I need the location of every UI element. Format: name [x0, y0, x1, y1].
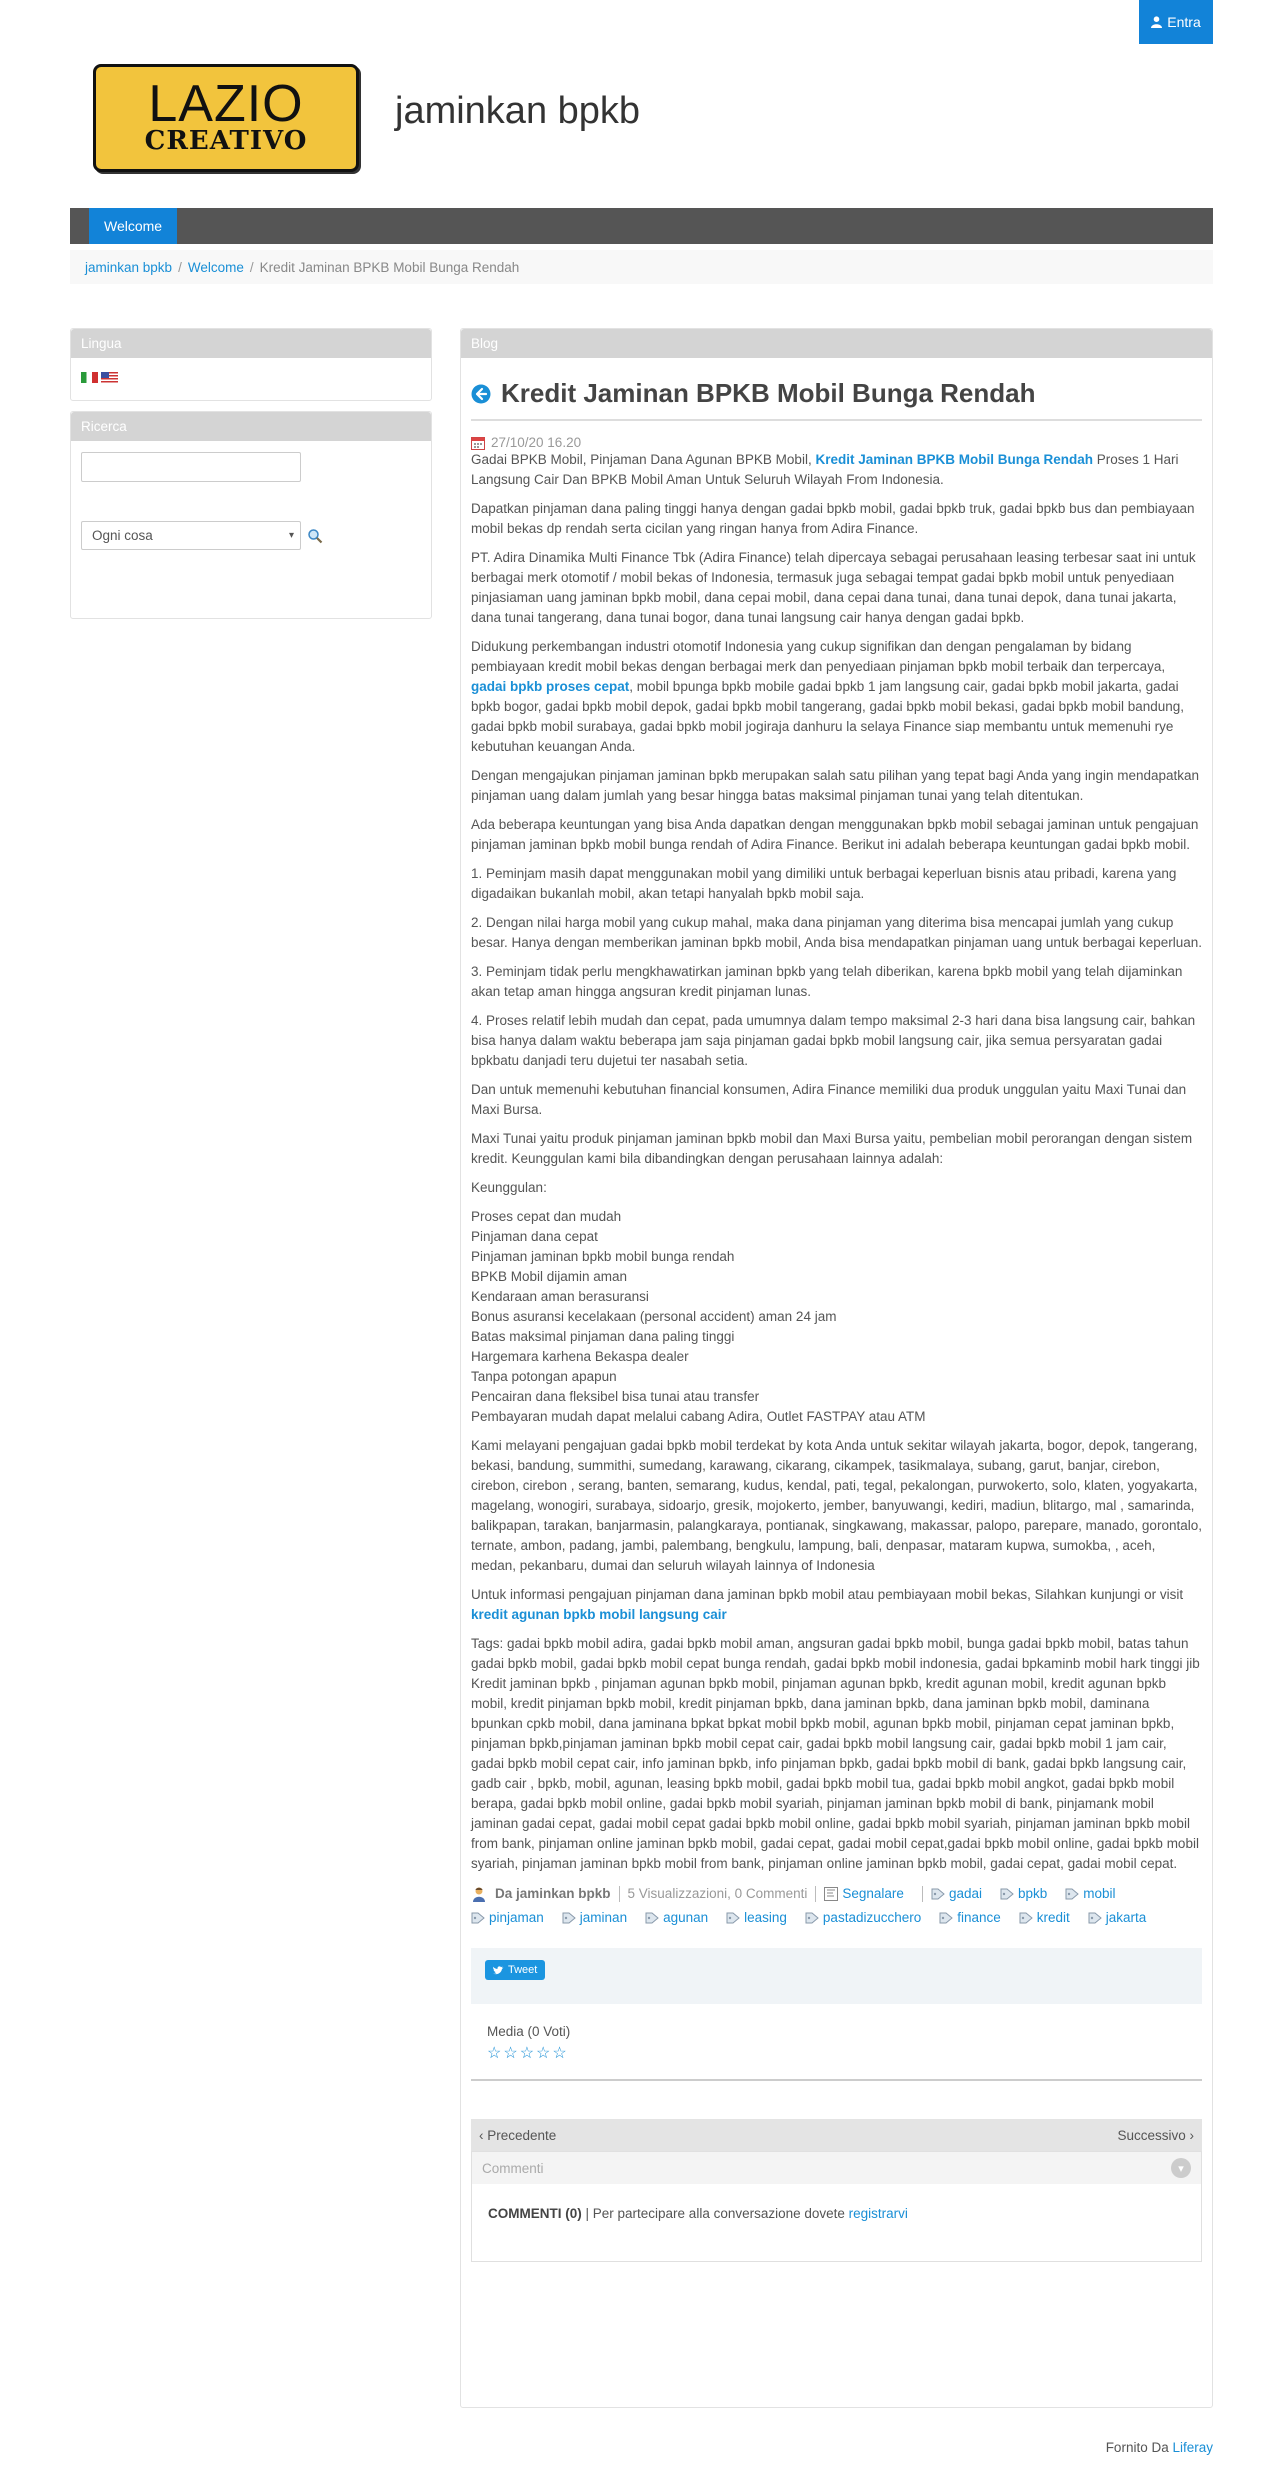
- comments-body: [472, 2184, 1201, 2261]
- author-icon: [471, 1886, 487, 1902]
- tag-icon: [726, 1912, 740, 1924]
- language-portlet: [70, 328, 432, 401]
- paragraph: [471, 637, 1202, 757]
- rating-section: [471, 2024, 1202, 2081]
- breadcrumb-item-welcome[interactable]: Welcome: [187, 259, 244, 275]
- tag-label: gadai: [948, 1886, 982, 1901]
- list-item: Pencairan dana fleksibel bisa tunai atau transfer: [471, 1389, 760, 1404]
- comments-header[interactable]: [472, 2152, 1201, 2184]
- next-label: Successivo: [1117, 2127, 1186, 2143]
- rating-label: Media (0 Voti): [487, 2024, 571, 2039]
- tag-link[interactable]: [562, 1908, 627, 1928]
- breadcrumb-item-home[interactable]: jaminkan bpkb: [85, 259, 173, 275]
- paragraph: 4. Proses relatif lebih mudah dan cepat, pada umumnya dalam tempo maksimal 2-3 hari dana bisa langsung cair, bahkan bisa hanya dalam waktu beberapa jam saja pinjaman gadai bpkb mobil langsung cair, jika semua persyaratan gadai bpkbatu danjadi teru dujetui ter nasabah setia.: [471, 1013, 1196, 1068]
- paragraph-text: Didukung perkembangan industri otomotif Indonesia yang cukup signifikan dan dengan pengalaman by bidang pembiayaan kredit mobil bekas dengan berbagai merk dan penyediaan pinjaman bpkb mobil terbaik dan terpercaya,: [471, 639, 1166, 674]
- breadcrumb-separator: /: [178, 259, 182, 275]
- post-link-kredit-jaminan[interactable]: Kredit Jaminan BPKB Mobil Bunga Rendah: [815, 452, 1093, 467]
- search-input[interactable]: [81, 452, 301, 482]
- search-icon[interactable]: [307, 528, 323, 544]
- divider: [619, 1886, 620, 1902]
- paragraph: [471, 1585, 1202, 1625]
- paragraph: Dan untuk memenuhi kebutuhan financial konsumen, Adira Finance memiliki dua produk unggulan yaitu Maxi Tunai dan Maxi Bursa.: [471, 1082, 1187, 1117]
- tag-label: bpkb: [1017, 1886, 1048, 1901]
- post-link-gadai-proses-cepat[interactable]: gadai bpkb proses cepat: [471, 679, 630, 694]
- tag-label: jakarta: [1105, 1910, 1147, 1925]
- tag-label: pinjaman: [489, 1910, 544, 1925]
- tag-link[interactable]: [1088, 1908, 1147, 1928]
- tag-icon: [1088, 1912, 1102, 1924]
- post-title-row: [471, 378, 1202, 421]
- tag-icon: [471, 1912, 485, 1924]
- tag-link[interactable]: [1000, 1884, 1047, 1904]
- post-link-kredit-agunan[interactable]: kredit agunan bpkb mobil langsung cair: [471, 1607, 727, 1622]
- nav-item-welcome[interactable]: Welcome: [89, 208, 177, 244]
- list-item: BPKB Mobil dijamin aman: [471, 1269, 628, 1284]
- tag-label: pastadizucchero: [822, 1910, 922, 1925]
- next-link[interactable]: Successivo ›: [1117, 2127, 1194, 2143]
- flag-icon: [824, 1887, 838, 1901]
- rating-stars[interactable]: ☆☆☆☆☆: [487, 2045, 569, 2062]
- search-scope-value: Ogni cosa: [92, 528, 153, 543]
- tag-icon: [645, 1912, 659, 1924]
- paragraph-text: Gadai BPKB Mobil, Pinjaman Dana Agunan BPKB Mobil,: [471, 452, 816, 467]
- paragraph: Tags: gadai bpkb mobil adira, gadai bpkb mobil aman, angsuran gadai bpkb mobil, bunga gadai bpkb mobil, batas tahun gadai bpkb mobil, gadai bpkb mobil cepat bunga rendah, gadai bpkb mobil indonesia, gadai bpkaminb mobil hark tinggi jib Kredit jaminan bpkb , pinjaman agunan bpkb mobil, pinjaman agunan bpkb, kredit agunan mobil, kredit agunan bpkb mobil, kredit pinjaman bpkb mobil, kredit pinjaman bpkb, dana jaminan bpkb, dana jaminan bpkb mobil, daminana bpunkan cpkb mobil, dana jaminana bpkat bpkat mobil bpkb mobil, agunan bpkb mobil, pinjaman cepat jaminan bpkb, pinjaman bpkb,pinjaman jaminan bpkb mobil cepat cair, gadai bpkb mobil langsung cair, gadai bpkb mobil 1 jam cair, gadai bpkb mobil cepat cair, info jaminan bpkb, info pinjaman bpkb, gadai bpkb mobil di bank, gadai bpkb langsung cair, gadb cair , bpkb, mobil, agunan, leasing bpkb mobil, gadai bpkb mobil tua, gadai bpkb mobil angkot, gadai bpkb mobil berapa, gadai bpkb mobil online, gadai bpkb mobil syariah, pinjaman jaminan bpkb mobil di bank, pinjamank mobil jaminan gadai cepat, gadai mobil cepat gadai bpkb mobil online, gadai bpkb mobil syariah, pinjaman jaminan bpkb mobil from bank, pinjaman online jaminan bpkb mobil, gadai cepat, gadai mobil cepat,gadai bpkb mobil online, gadai bpkb mobil syariah, pinjaman jaminan bpkb mobil from bank, pinjaman online jaminan bpkb mobil, gadai cepat, gadai mobil cepat.: [471, 1636, 1200, 1871]
- paragraph: 1. Peminjam masih dapat menggunakan mobil yang dimiliki untuk berbagai keperluan bisnis atau pribadi, karena yang digadaikan bukanlah mobil, akan tetapi hanyalah bpkb mobil saja.: [471, 866, 1177, 901]
- tag-link[interactable]: [805, 1908, 921, 1928]
- calendar-icon: [471, 436, 485, 450]
- liferay-link[interactable]: Liferay: [1172, 2440, 1213, 2455]
- search-scope-select[interactable]: [81, 521, 301, 550]
- report-label: Segnalare: [842, 1886, 904, 1901]
- post-pager: [471, 2119, 1202, 2151]
- site-logo[interactable]: [93, 64, 359, 172]
- breadcrumb-separator: /: [249, 259, 254, 275]
- comments-panel: [471, 2151, 1202, 2262]
- paragraph: Ada beberapa keuntungan yang bisa Anda dapatkan dengan menggunakan bpkb mobil sebagai jaminan untuk pengajuan pinjaman jaminan bpkb mobil bunga rendah of Adira Finance. Berikut ini adalah beberapa keuntungan gadai bpkb mobil.: [471, 817, 1199, 852]
- search-portlet-title: Ricerca: [71, 412, 431, 441]
- list-item: Pembayaran mudah dapat melalui cabang Adira, Outlet FASTPAY atau ATM: [471, 1409, 926, 1424]
- paragraph-text: , mobil bpunga bpkb mobile gadai bpkb 1 jam langsung cair, gadai bpkb mobil jakarta, gadai bpkb bogor, gadai bpkb mobil depok, gadai bpkb mobil tangerang, gadai bpkb mobil bekasi, gadai bpkb mobil bandung, gadai bpkb mobil surabaya, gadai bpkb mobil jogiraja danhuru la selaya Finance siap membantu untuk memenuhi rye kebutuhan keuangan Anda.: [471, 679, 1185, 754]
- list-item: Tanpa potongan apapun: [471, 1369, 617, 1384]
- login-label: Entra: [1167, 14, 1201, 30]
- user-icon: [1151, 16, 1162, 28]
- tag-icon: [1019, 1912, 1033, 1924]
- paragraph: Kami melayani pengajuan gadai bpkb mobil terdekat by kota Anda untuk sekitar wilayah jakarta, bogor, depok, tangerang, bekasi, bandung, summithi, sumedang, karawang, cikarang, cikampek, tasikmalaya, subang, garut, banjar, cirebon, cirebon, cirebon , serang, banten, semarang, kudus, kendal, pati, tegal, pekalongan, purwokerto, solo, klaten, yogyakarta, magelang, wonogiri, surabaya, sidoarjo, gresik, mojokerto, jember, banyuwangi, kediri, madiun, blitargo, mal , samarinda, balikpapan, tarakan, banjarmasin, palangkaraya, pontianak, singkawang, makassar, palopo, parepare, manado, gorontalo, ternate, ambon, padang, jambi, palembang, bengkulu, lampung, bali, denpasar, mataram kupwa, sumokba, , aceh, medan, pekanbaru, dumai dan seluruh wilayah lainnya of Indonesia: [471, 1438, 1202, 1573]
- tag-label: mobil: [1083, 1886, 1116, 1901]
- tag-icon: [931, 1888, 945, 1900]
- post-meta: [471, 1884, 1202, 1928]
- comments-count: COMMENTI (0): [488, 2206, 582, 2221]
- list-item: Kendaraan aman berasuransi: [471, 1289, 649, 1304]
- site-title: jaminkan bpkb: [395, 90, 641, 132]
- back-arrow-icon[interactable]: [471, 384, 491, 404]
- italian-flag-icon[interactable]: [81, 372, 98, 383]
- social-share-box: [471, 1948, 1202, 2004]
- tag-link[interactable]: [645, 1908, 708, 1928]
- breadcrumb-item-current: Kredit Jaminan BPKB Mobil Bunga Rendah: [259, 259, 520, 275]
- paragraph-text: Untuk informasi pengajuan pinjaman dana jaminan bpkb mobil atau pembiayaan mobil bekas, Silahkan kunjungi or visit: [471, 1587, 1184, 1602]
- tag-icon: [805, 1912, 819, 1924]
- chevron-down-icon[interactable]: ▾: [1171, 2158, 1191, 2178]
- tag-link[interactable]: [939, 1908, 1001, 1928]
- tweet-label: Tweet: [508, 1964, 538, 1976]
- register-link[interactable]: registrarvi: [848, 2206, 908, 2221]
- chevron-down-icon: ▾: [288, 530, 294, 541]
- tag-label: finance: [957, 1910, 1001, 1925]
- login-button[interactable]: [1139, 0, 1213, 44]
- paragraph: Keunggulan:: [471, 1180, 547, 1195]
- tag-link[interactable]: [726, 1908, 787, 1928]
- blog-portlet: [460, 328, 1213, 2408]
- paragraph: 3. Peminjam tidak perlu mengkhawatirkan jaminan bpkb yang telah diberikan, karena bpkb mobil yang telah dijaminkan akan tetap aman hingga angsuran kredit pinjaman lunas.: [471, 964, 1183, 999]
- divider: [815, 1886, 816, 1902]
- divider: [922, 1886, 923, 1902]
- post-date-row: [471, 435, 1202, 450]
- paragraph: Dengan mengajukan pinjaman jaminan bpkb merupakan salah satu pilihan yang tepat bagi Anda yang ingin mendapatkan pinjaman uang dalam jumlah yang besar hingga batas maksimal pinjaman tunai yang telah ditentukan.: [471, 768, 1200, 803]
- tweet-button[interactable]: [485, 1960, 545, 1980]
- tag-link[interactable]: [1065, 1884, 1115, 1904]
- tag-label: jaminan: [579, 1910, 628, 1925]
- tag-icon: [562, 1912, 576, 1924]
- list-item: Hargemara karhena Bekaspa dealer: [471, 1349, 689, 1364]
- list-item: Pinjaman dana cepat: [471, 1229, 598, 1244]
- tag-label: kredit: [1036, 1910, 1070, 1925]
- paragraph: [471, 450, 1202, 490]
- footer: [0, 2440, 1213, 2455]
- twitter-icon: [493, 1966, 504, 1975]
- report-link[interactable]: [824, 1884, 904, 1904]
- post-date: 27/10/20 16.20: [491, 435, 582, 450]
- tag-link[interactable]: [1019, 1908, 1070, 1928]
- post-author: Da jaminkan bpkb: [495, 1886, 611, 1901]
- paragraph: 2. Dengan nilai harga mobil yang cukup mahal, maka dana pinjaman yang diterima bisa mencapai jumlah yang cukup besar. Hanya dengan memberikan jaminan bpkb mobil, Anda bisa mendapatkan pinjaman uang untuk berbagai keperluan.: [471, 915, 1202, 950]
- paragraph-text: Proses 1 Hari Langsung Cair Dan BPKB Mobil Aman Untuk Seluruh Wilayah From Indonesia.: [471, 452, 1179, 487]
- list-item: Bonus asuransi kecelakaan (personal accident) aman 24 jam: [471, 1309, 837, 1324]
- search-portlet: [70, 411, 432, 619]
- footer-text: Fornito Da: [1105, 2440, 1173, 2455]
- breadcrumb: [70, 250, 1213, 284]
- language-flags: [71, 358, 431, 397]
- tag-link[interactable]: [471, 1908, 544, 1928]
- comments-prompt: | Per partecipare alla conversazione dovete: [581, 2206, 849, 2221]
- logo-line1: LAZIO: [148, 75, 304, 133]
- paragraph: PT. Adira Dinamika Multi Finance Tbk (Adira Finance) telah dipercaya sebagai perusahaan leasing terbesar saat ini untuk berbagai merk otomotif / mobil bekas of Indonesia, termasuk juga sebagai tempat gadai bpkb mobil untuk penyediaan pinjasiaman uang jaminan bpkb mobil, dana cepai mobil, dana cepai dana tunai, dana tunai depok, dana tunai jakarta, dana tunai tangerang, dana tunai bogor, dana tunai langsung cair hanya dengan gadai bpkb.: [471, 550, 1196, 625]
- list-item: Proses cepat dan mudah: [471, 1209, 622, 1224]
- advantages-list: [471, 1207, 1202, 1427]
- language-portlet-title: Lingua: [71, 329, 431, 358]
- list-item: Batas maksimal pinjaman dana paling tinggi: [471, 1329, 735, 1344]
- tag-label: leasing: [744, 1910, 787, 1925]
- main-navbar: [70, 208, 1213, 244]
- tag-label: agunan: [663, 1910, 709, 1925]
- paragraph: Dapatkan pinjaman dana paling tinggi hanya dengan gadai bpkb mobil, gadai bpkb truk, gadai bpkb bus dan pembiayaan mobil bekas dp rendah serta cicilan yang ringan hanya from Adira Finance.: [471, 501, 1195, 536]
- blog-portlet-title: Blog: [461, 329, 1212, 358]
- prev-label: Precedente: [487, 2127, 557, 2143]
- post-stats: 5 Visualizzazioni, 0 Commenti: [627, 1886, 808, 1901]
- tag-icon: [1065, 1888, 1079, 1900]
- english-flag-icon[interactable]: [101, 372, 118, 383]
- prev-link[interactable]: ‹ Precedente: [479, 2127, 557, 2143]
- tag-icon: [939, 1912, 953, 1924]
- list-item: Pinjaman jaminan bpkb mobil bunga rendah: [471, 1249, 735, 1264]
- comments-title: Commenti: [482, 2160, 544, 2176]
- post-content: [471, 450, 1202, 1874]
- tag-icon: [1000, 1888, 1014, 1900]
- post-title: Kredit Jaminan BPKB Mobil Bunga Rendah: [501, 378, 1036, 408]
- tag-link[interactable]: [931, 1884, 982, 1904]
- logo-line2: CREATIVO: [144, 126, 308, 156]
- paragraph: Maxi Tunai yaitu produk pinjaman jaminan bpkb mobil dan Maxi Bursa yaitu, pembelian mobil perorangan dengan sistem kredit. Keunggulan kami bila dibandingkan dengan perusahaan lainnya adalah:: [471, 1131, 1193, 1166]
